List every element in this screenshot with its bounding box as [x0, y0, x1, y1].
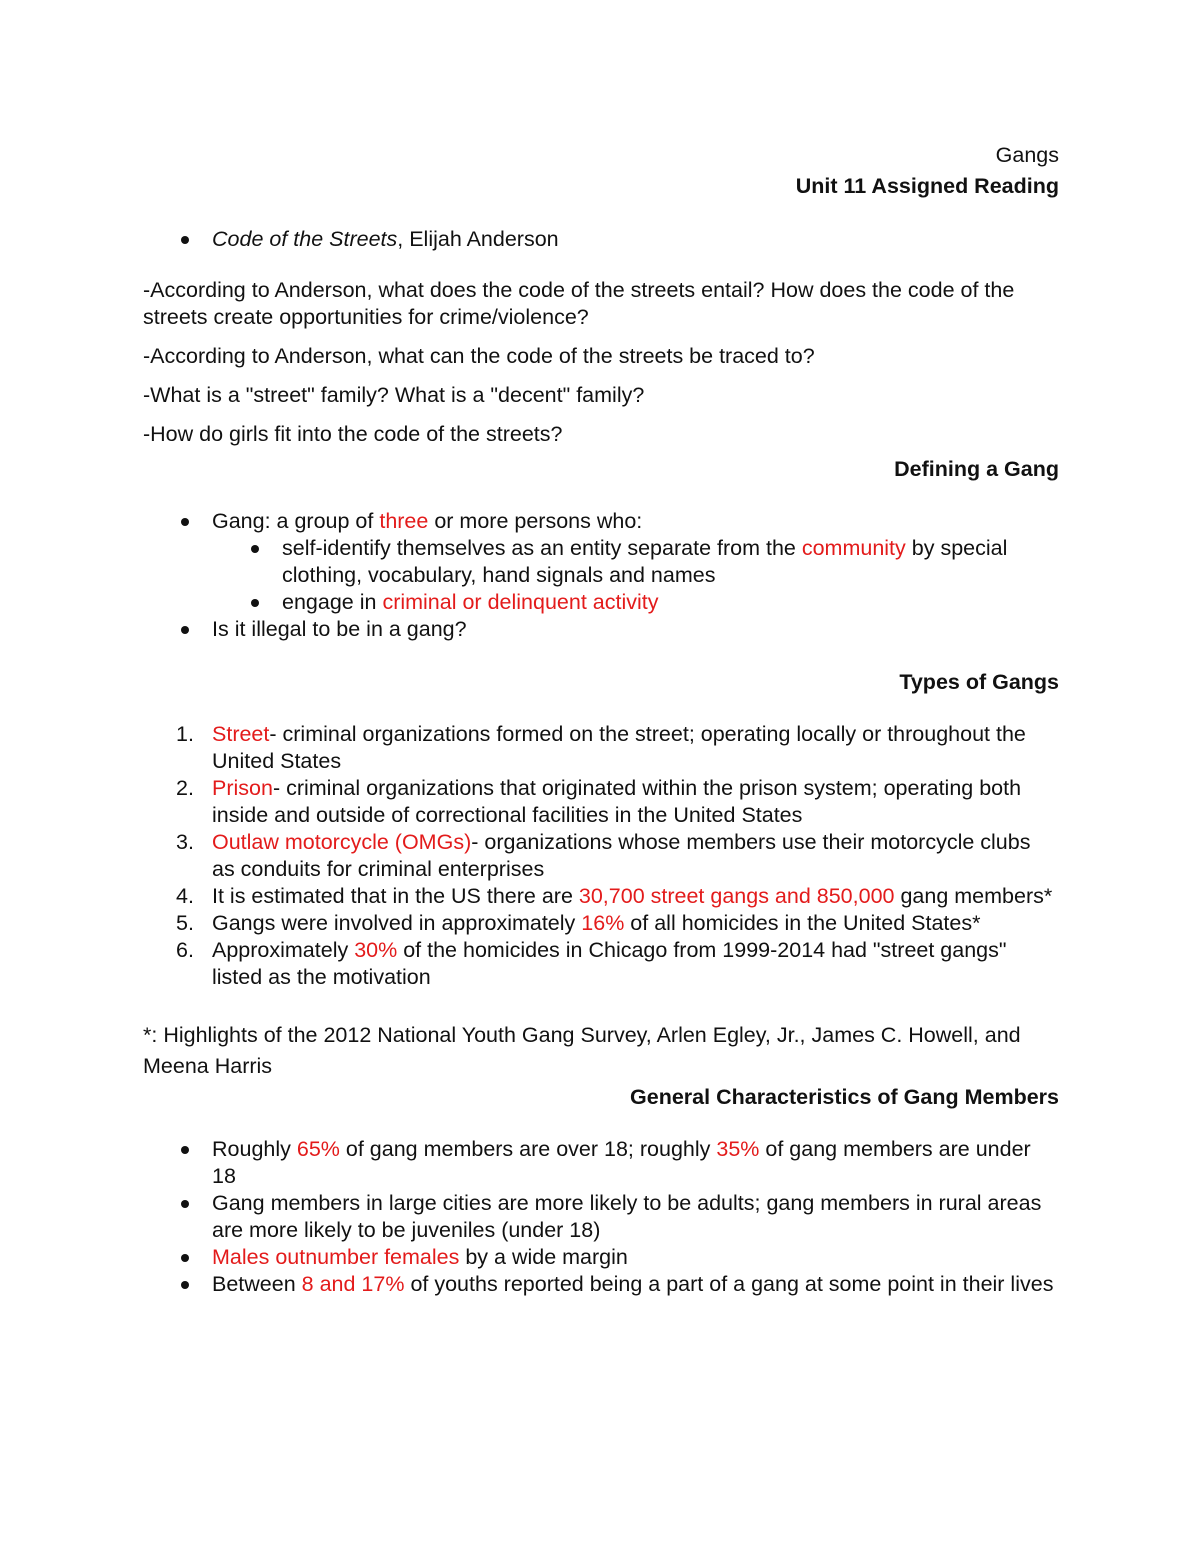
characteristics-heading: General Characteristics of Gang Members: [630, 1085, 1059, 1109]
gender-text: by a wide margin: [459, 1245, 628, 1269]
type-item: [143, 775, 1059, 829]
fact-item: [143, 910, 1059, 937]
age-text: Roughly: [212, 1137, 297, 1161]
footnote: *: Highlights of the 2012 National Youth Gang Survey, Arlen Egley, Jr., James C. Howell, and Meena Harris: [143, 1023, 1021, 1078]
characteristic-location: Gang members in large cities are more likely to be adults; gang members in rural areas are more likely to be juveniles (under 18): [143, 1190, 1059, 1244]
reading-list: [143, 226, 1059, 253]
criterion-1-text: self-identify themselves as an entity separate from the: [282, 536, 802, 560]
document-page: [143, 140, 1059, 1298]
item-number: 4.: [176, 884, 194, 908]
characteristic-age: [143, 1136, 1059, 1190]
defining-heading: Defining a Gang: [894, 457, 1059, 481]
fact-item: [143, 883, 1059, 910]
type-highlight: Outlaw motorcycle (OMGs): [212, 830, 472, 854]
fact-item: [143, 937, 1059, 991]
criterion-1-highlight: community: [801, 536, 906, 560]
unit-title: Unit 11 Assigned Reading: [795, 174, 1059, 198]
youth-highlight: 8 and 17%: [301, 1272, 405, 1296]
characteristics-list: [143, 1136, 1059, 1298]
fact-text: It is estimated that in the US there are: [212, 884, 579, 908]
type-highlight: Prison: [212, 776, 273, 800]
item-number: 1.: [176, 722, 194, 746]
type-highlight: Street: [212, 722, 270, 746]
reading-item: [143, 226, 1059, 253]
criterion-2-highlight: criminal or delinquent activity: [382, 590, 659, 614]
reading-title: Code of the Streets: [212, 227, 398, 251]
types-heading: Types of Gangs: [899, 670, 1059, 694]
question-4: -How do girls fit into the code of the streets?: [143, 422, 563, 446]
fact-text-end: gang members*: [894, 884, 1053, 908]
age-highlight-juveniles: 35%: [716, 1137, 760, 1161]
gang-def-text-end: or more persons who:: [428, 509, 643, 533]
types-list: [143, 721, 1059, 991]
fact-highlight: 30,700 street gangs and 850,000: [578, 884, 895, 908]
youth-text: Between: [212, 1272, 302, 1296]
type-text: - criminal organizations formed on the street; operating locally or throughout the United States: [212, 722, 1026, 773]
fact-text: Gangs were involved in approximately: [212, 911, 582, 935]
type-item: [143, 829, 1059, 883]
course-title: Gangs: [995, 143, 1059, 167]
gang-definition: [143, 508, 1059, 535]
defining-list: [143, 508, 1059, 643]
age-text-mid: of gang members are over 18; roughly: [339, 1137, 717, 1161]
criterion-1-text-end: by special clothing, vocabulary, hand signals and names: [282, 536, 1008, 587]
characteristic-youth: [143, 1271, 1059, 1298]
reading-author: , Elijah Anderson: [397, 227, 559, 251]
criterion-2-text: engage in: [282, 590, 383, 614]
legal-question: Is it illegal to be in a gang?: [143, 616, 1059, 643]
item-number: 6.: [176, 938, 194, 962]
question-1: -According to Anderson, what does the code of the streets entail? How does the code of the streets create opportunities for crime/violence?: [143, 278, 1015, 329]
item-number: 5.: [176, 911, 194, 935]
type-text: - organizations whose members use their motorcycle clubs as conduits for criminal enterprises: [212, 830, 1031, 881]
characteristic-gender: [143, 1244, 1059, 1271]
age-highlight-adults: 65%: [296, 1137, 340, 1161]
fact-text: Approximately: [212, 938, 355, 962]
gang-def-text: Gang: a group of: [212, 509, 380, 533]
gang-criterion-2: [143, 589, 1059, 616]
fact-text-end: of the homicides in Chicago from 1999-2014 had "street gangs" listed as the motivation: [212, 938, 1007, 989]
fact-text-end: of all homicides in the United States*: [624, 911, 981, 935]
question-3: -What is a "street" family? What is a "decent" family?: [143, 383, 645, 407]
item-number: 2.: [176, 776, 194, 800]
question-2: -According to Anderson, what can the code of the streets be traced to?: [143, 344, 815, 368]
gang-def-highlight: three: [379, 509, 429, 533]
item-number: 3.: [176, 830, 194, 854]
fact-highlight: 30%: [354, 938, 398, 962]
type-text: - criminal organizations that originated within the prison system; operating both inside and outside of correctional facilities in the United States: [212, 776, 1022, 827]
youth-text-end: of youths reported being a part of a gang at some point in their lives: [404, 1272, 1054, 1296]
questions: [143, 277, 1059, 448]
gang-criterion-1: [143, 535, 1059, 589]
gender-highlight: Males outnumber females: [212, 1245, 460, 1269]
age-text-end: of gang members are under 18: [212, 1137, 1031, 1188]
fact-highlight: 16%: [581, 911, 625, 935]
type-item: [143, 721, 1059, 775]
